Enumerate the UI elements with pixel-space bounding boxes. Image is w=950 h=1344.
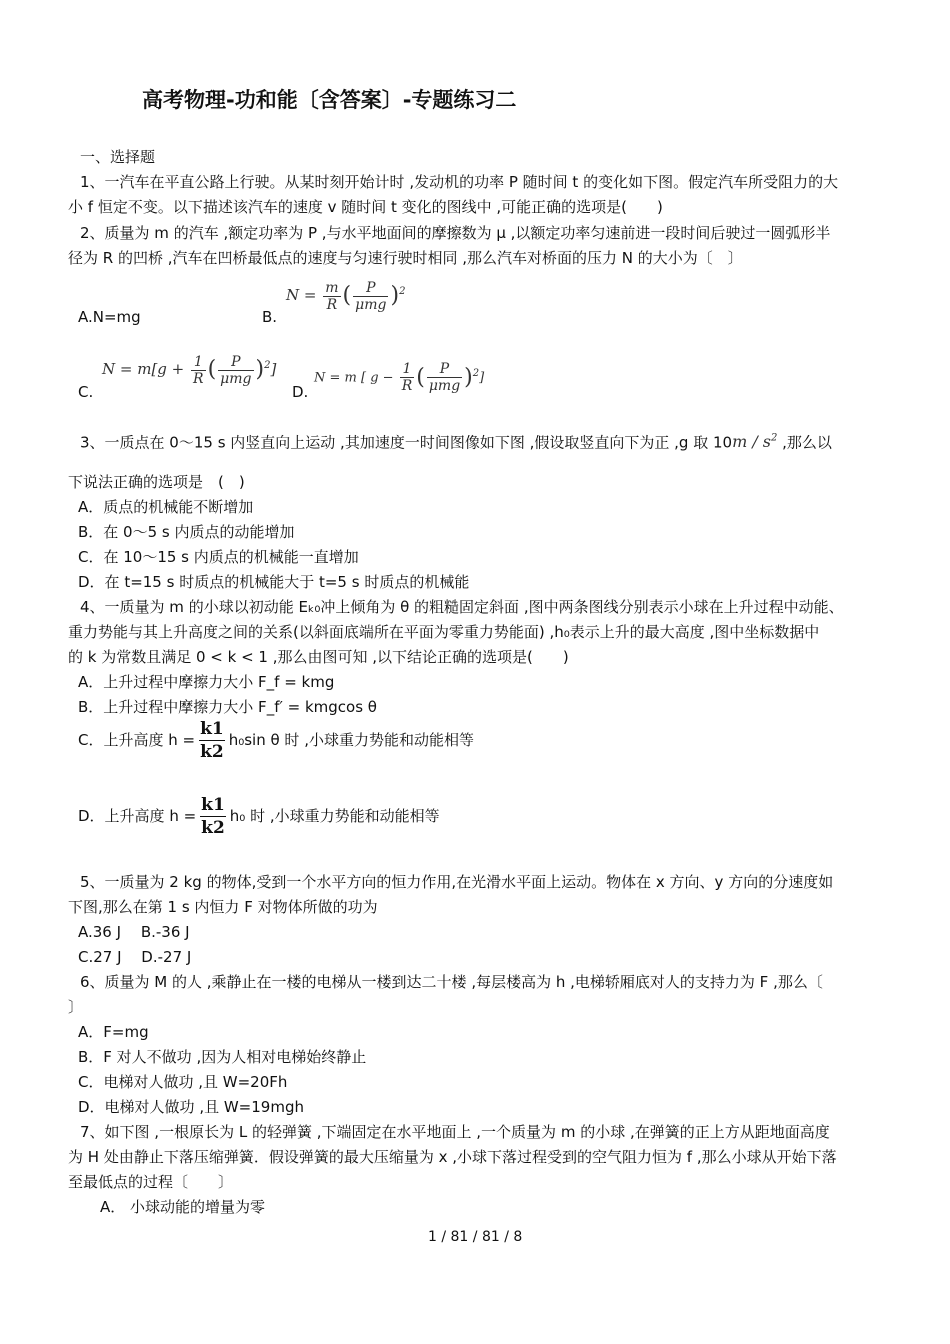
page-number: 1 / 81 / 81 / 8 (428, 1229, 523, 1245)
q7-line1: 7、如下图 ,一根原长为 L 的轻弹簧 ,下端固定在水平地面上 ,一个质量为 m 的小球 ,在弹簧的正上方从距地面高度 (80, 1123, 830, 1141)
q1-line2: 小 f 恒定不变。以下描述该汽车的速度 v 随时间 t 变化的图线中 ,可能正确的选项是( ) (68, 198, 663, 216)
q3-option-b: B．在 0～5 s 内质点的动能增加 (78, 523, 295, 541)
q3-line1: 3、一质点在 0～15 s 内竖直向上运动 ,其加速度一时间图像如下图 ,假设取竖直向下为正 ,g 取 $10m / s^2$ ,那么以 (80, 432, 832, 452)
q3-option-c: C．在 10～15 s 内质点的机械能一直增加 (78, 548, 359, 566)
q4-option-c: C．上升高度 h = $\frac{k1}{k2}$ h₀sin θ 时 ,小球重力势能和动能相等 (78, 719, 474, 762)
q7-option-a: A． 小球动能的增量为零 (100, 1198, 266, 1216)
q4-option-d: D．上升高度 h = $\frac{k1}{k2}$ h₀ 时 ,小球重力势能和动能相等 (78, 795, 440, 838)
q5-options-ab: A.36 J B.-36 J (78, 923, 190, 941)
q4-line3: 的 k 为常数且满足 0 < k < 1 ,那么由图可知 ,以下结论正确的选项是( ) (68, 648, 569, 666)
q6-line1: 6、质量为 M 的人 ,乘静止在一楼的电梯从一楼到达二十楼 ,每层楼高为 h ,电梯轿厢底对人的支持力为 F ,那么〔 (80, 973, 823, 991)
q4-option-b: B．上升过程中摩擦力大小 F_f′ = kmgcos θ (78, 698, 377, 716)
q2-option-c: C. (78, 383, 94, 401)
q2-formula-b: N = $\frac{m}{R}$ ( $\frac{P}{\text{μmg}}$ )$^2$ (286, 279, 406, 313)
q6-option-c: C．电梯对人做功 ,且 W=20Fh (78, 1073, 288, 1091)
q7-line3: 至最低点的过程〔 〕 (68, 1173, 234, 1191)
q3-option-d: D．在 t=15 s 时质点的机械能大于 t=5 s 时质点的机械能 (78, 573, 470, 591)
q4-option-a: A．上升过程中摩擦力大小 F_f = kmg (78, 673, 335, 691)
q2-option-b: B. (262, 308, 278, 326)
q5-options-cd: C.27 J D.-27 J (78, 948, 192, 966)
q2-formula-d: N = m [ g − $\frac{1}{R}$ ( $\frac{P}{\text{μmg}}$ )$^2$] (314, 361, 485, 395)
q6-option-a: A．F=mg (78, 1023, 149, 1041)
q2-option-a: A.N=mg (78, 308, 141, 326)
page-title: 高考物理-功和能〔含答案〕-专题练习二 (142, 88, 517, 112)
q3-line2: 下说法正确的选项是 ( ) (68, 473, 245, 491)
q2-line1: 2、质量为 m 的汽车 ,额定功率为 P ,与水平地面间的摩擦数为 μ ,以额定功率匀速前进一段时间后驶过一圆弧形半 (80, 224, 831, 242)
q4-line1: 4、一质量为 m 的小球以初动能 Eₖ₀冲上倾角为 θ 的粗糙固定斜面 ,图中两条图线分别表示小球在上升过程中动能、 (80, 598, 844, 616)
q5-line2: 下图,那么在第 1 s 内恒力 F 对物体所做的功为 (68, 898, 378, 916)
q7-line2: 为 H 处由静止下落压缩弹簧．假设弹簧的最大压缩量为 x ,小球下落过程受到的空气阻力恒为 f ,那么小球从开始下落 (68, 1148, 837, 1166)
q6-option-b: B．F 对人不做功 ,因为人相对电梯始终静止 (78, 1048, 367, 1066)
section-heading: 一、选择题 (80, 148, 156, 166)
q2-line2: 径为 R 的凹桥 ,汽车在凹桥最低点的速度与匀速行驶时相同 ,那么汽车对桥面的压力 N 的大小为〔 〕 (68, 249, 743, 267)
q5-line1: 5、一质量为 2 kg 的物体,受到一个水平方向的恒力作用,在光滑水平面上运动。物体在 x 方向、y 方向的分速度如 (80, 873, 834, 891)
q4-line2: 重力势能与其上升高度之间的关系(以斜面底端所在平面为零重力势能面) ,h₀表示上升的最大高度 ,图中坐标数据中 (68, 623, 820, 641)
q4-fraction-d: $\frac{k1}{k2}$ (201, 795, 225, 838)
q3-option-a: A．质点的机械能不断增加 (78, 498, 254, 516)
q6-line2: 〕 (68, 998, 84, 1016)
q6-option-d: D．电梯对人做功 ,且 W=19mgh (78, 1098, 304, 1116)
q2-formula-c: N = m[g + $\frac{1}{R}$ ( $\frac{P}{\text{μmg}}$ )$^2$] (102, 353, 277, 387)
q4-fraction-c: $\frac{k1}{k2}$ (200, 719, 224, 762)
q2-option-d: D. (292, 383, 309, 401)
q1-line1: 1、一汽车在平直公路上行驶。从某时刻开始计时 ,发动机的功率 P 随时间 t 的变化如下图。假定汽车所受阻力的大 (80, 173, 839, 191)
